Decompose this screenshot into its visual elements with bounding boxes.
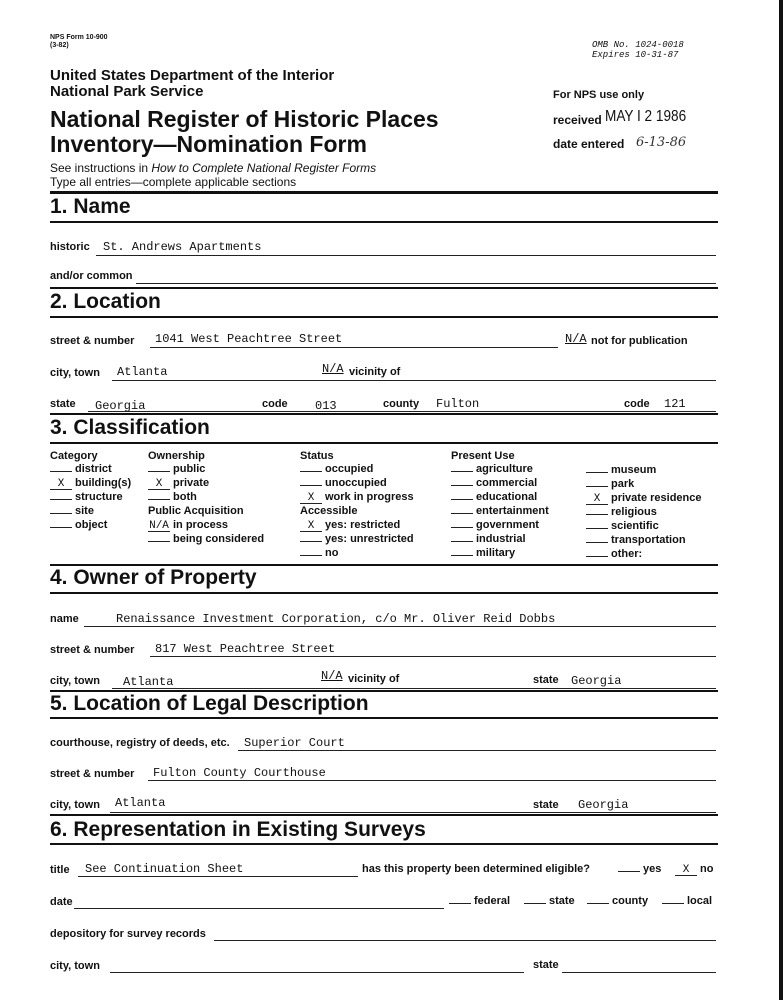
use-option-private-residence[interactable]: X private residence — [586, 492, 702, 505]
not-for-publication-label: not for publication — [591, 335, 688, 347]
section2-heading: 2. Location — [50, 290, 161, 313]
eligible-question: has this property been determined eligible? — [362, 863, 590, 875]
nps-use-heading: For NPS use only — [553, 89, 645, 101]
category-header: Category — [50, 450, 98, 462]
section2-bottom-rule — [50, 316, 718, 318]
date-entered-value: 6-13-86 — [636, 135, 687, 150]
legal-street-underline — [148, 780, 716, 781]
survey-date-underline — [74, 908, 444, 909]
owner-name-underline — [84, 626, 716, 627]
form-number: NPS Form 10-900 — [50, 34, 108, 41]
category-option-building[interactable]: X building(s) — [50, 477, 131, 490]
use-option-commercial[interactable]: commercial — [451, 477, 537, 490]
location-county-label: county — [383, 398, 420, 410]
department-name: United States Department of the Interior — [50, 67, 335, 84]
scan-edge — [779, 0, 783, 1000]
section1-heading: 1. Name — [50, 195, 131, 218]
courthouse-value[interactable]: Superior Court — [244, 736, 345, 750]
legal-city-value[interactable]: Atlanta — [115, 796, 166, 810]
owner-name-value[interactable]: Renaissance Investment Corporation, c/o Mr. Oliver Reid Dobbs — [116, 612, 556, 626]
status-option-occupied[interactable]: occupied — [300, 463, 373, 476]
location-county-value[interactable]: Fulton — [436, 397, 480, 411]
location-street-value[interactable]: 1041 West Peachtree Street — [155, 332, 343, 346]
survey-title-underline — [78, 876, 358, 877]
accessible-option-unrestricted[interactable]: yes: unrestricted — [300, 533, 414, 546]
location-county-code-label: code — [624, 398, 650, 410]
survey-county-option[interactable]: county — [587, 895, 648, 908]
owner-street-value[interactable]: 817 West Peachtree Street — [155, 642, 336, 656]
historic-label: historic — [50, 241, 90, 253]
legal-city-underline — [110, 812, 716, 813]
accessible-option-no[interactable]: no — [300, 547, 338, 560]
not-for-publication-mark[interactable]: N/A — [565, 332, 587, 346]
status-option-unoccupied[interactable]: unoccupied — [300, 477, 387, 490]
legal-state-label: state — [533, 799, 559, 811]
survey-date-label: date — [50, 896, 73, 908]
category-option-structure[interactable]: structure — [50, 491, 123, 504]
depository-underline — [214, 940, 716, 941]
date-entered-label: date entered — [553, 137, 625, 151]
historic-underline — [96, 255, 716, 256]
acquisition-option-in-process[interactable]: N/A in process — [149, 519, 229, 532]
form-title-line1: National Register of Historic Places — [50, 106, 439, 132]
section5-bottom-rule — [50, 717, 718, 719]
eligible-yes-option[interactable]: yes — [618, 863, 661, 876]
use-option-educational[interactable]: educational — [451, 491, 537, 504]
survey-title-value[interactable]: See Continuation Sheet — [85, 862, 244, 876]
location-city-value[interactable]: Atlanta — [117, 365, 168, 379]
location-city-underline — [112, 380, 716, 381]
section6-top-rule — [50, 814, 718, 816]
owner-vicinity-label: vicinity of — [348, 673, 400, 685]
service-name: National Park Service — [50, 83, 204, 100]
use-option-military[interactable]: military — [451, 547, 515, 560]
owner-city-underline — [112, 688, 716, 689]
form-title-line2: Inventory—Nomination Form — [50, 131, 367, 157]
present-use-header: Present Use — [451, 450, 515, 462]
survey-state-underline — [562, 972, 716, 973]
location-city-label: city, town — [50, 367, 100, 379]
section4-bottom-rule — [50, 592, 718, 594]
survey-local-option[interactable]: local — [662, 895, 712, 908]
location-state-value[interactable]: Georgia — [95, 399, 146, 413]
section1-top-rule — [50, 191, 718, 194]
survey-city-underline — [110, 972, 524, 973]
common-underline — [136, 283, 716, 284]
owner-street-underline — [150, 656, 716, 657]
owner-state-label: state — [533, 674, 559, 686]
use-option-entertainment[interactable]: entertainment — [451, 505, 549, 518]
ownership-option-both[interactable]: both — [148, 491, 197, 504]
use-option-industrial[interactable]: industrial — [451, 533, 526, 546]
owner-name-label: name — [50, 613, 79, 625]
survey-state-option[interactable]: state — [524, 895, 575, 908]
location-street-label: street & number — [50, 335, 135, 347]
use-option-religious[interactable]: religious — [586, 506, 657, 519]
use-option-transportation[interactable]: transportation — [586, 534, 686, 547]
survey-federal-option[interactable]: federal — [449, 895, 510, 908]
section3-heading: 3. Classification — [50, 416, 210, 439]
historic-value[interactable]: St. Andrews Apartments — [103, 240, 262, 254]
courthouse-label: courthouse, registry of deeds, etc. — [50, 737, 230, 749]
status-header: Status — [300, 450, 334, 462]
omb-expires: Expires 10-31-87 — [592, 50, 679, 60]
use-option-museum[interactable]: museum — [586, 464, 656, 477]
type-entries-note: Type all entries—complete applicable sections — [50, 175, 297, 189]
owner-state-value[interactable]: Georgia — [571, 674, 622, 688]
ownership-option-private[interactable]: X private — [148, 477, 209, 490]
location-state-underline — [88, 411, 716, 412]
survey-state-label: state — [533, 959, 559, 971]
section3-top-rule — [50, 413, 718, 415]
omb-number: OMB No. 1024-0018 — [592, 40, 684, 50]
owner-city-label: city, town — [50, 675, 100, 687]
location-vicinity-mark[interactable]: N/A — [322, 362, 344, 376]
category-option-site[interactable]: site — [50, 505, 94, 518]
legal-city-label: city, town — [50, 799, 100, 811]
section1-bottom-rule — [50, 221, 718, 223]
location-state-label: state — [50, 398, 76, 410]
received-stamp: MAY I 2 1986 — [605, 108, 687, 125]
section3-bottom-rule — [50, 442, 718, 444]
legal-street-value[interactable]: Fulton County Courthouse — [153, 766, 326, 780]
acquisition-option-being-considered[interactable]: being considered — [148, 533, 264, 546]
acquisition-header: Public Acquisition — [148, 505, 244, 517]
use-option-agriculture[interactable]: agriculture — [451, 463, 533, 476]
location-county-code-value[interactable]: 121 — [664, 397, 686, 411]
accessible-header: Accessible — [300, 505, 358, 517]
legal-state-value[interactable]: Georgia — [578, 798, 629, 812]
legal-street-label: street & number — [50, 768, 135, 780]
location-state-code-value[interactable]: 013 — [315, 399, 337, 413]
section6-bottom-rule — [50, 843, 718, 845]
instructions: See instructions in How to Complete National Register Forms — [50, 161, 377, 175]
survey-city-label: city, town — [50, 960, 100, 972]
section2-top-rule — [50, 287, 718, 289]
location-street-underline — [150, 347, 558, 348]
ownership-header: Ownership — [148, 450, 205, 462]
location-state-code-label: code — [262, 398, 288, 410]
category-option-district[interactable]: district — [50, 463, 112, 476]
use-option-park[interactable]: park — [586, 478, 634, 491]
courthouse-underline — [238, 750, 716, 751]
form-revision: (3-82) — [50, 42, 69, 49]
location-vicinity-label: vicinity of — [349, 366, 401, 378]
owner-city-value[interactable]: Atlanta — [123, 675, 174, 689]
use-option-scientific[interactable]: scientific — [586, 520, 659, 533]
accessible-option-restricted[interactable]: X yes: restricted — [300, 519, 400, 532]
section4-heading: 4. Owner of Property — [50, 566, 257, 589]
owner-street-label: street & number — [50, 644, 135, 656]
survey-title-label: title — [50, 864, 70, 876]
owner-vicinity-mark[interactable]: N/A — [321, 669, 343, 683]
depository-label: depository for survey records — [50, 928, 206, 940]
status-option-work-in-progress[interactable]: X work in progress — [300, 491, 414, 504]
section5-heading: 5. Location of Legal Description — [50, 692, 369, 715]
use-option-government[interactable]: government — [451, 519, 539, 532]
section6-heading: 6. Representation in Existing Surveys — [50, 818, 426, 841]
common-label: and/or common — [50, 270, 133, 282]
ownership-option-public[interactable]: public — [148, 463, 205, 476]
category-option-object[interactable]: object — [50, 519, 107, 532]
received-label: received — [553, 113, 602, 127]
eligible-no-option[interactable]: X no — [675, 863, 713, 876]
use-option-other[interactable]: other: — [586, 548, 642, 561]
